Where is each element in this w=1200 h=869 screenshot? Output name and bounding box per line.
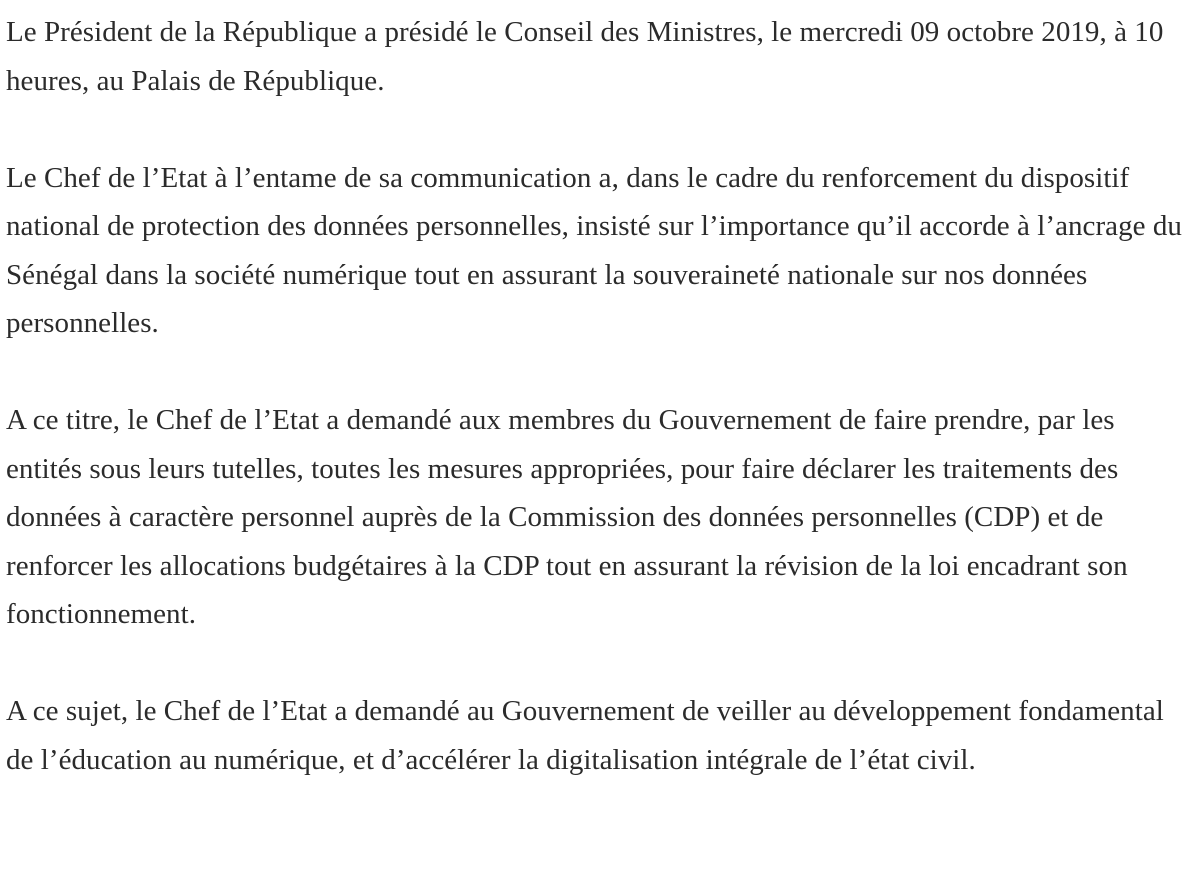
paragraph-council-meeting: Le Président de la République a présidé le Conseil des Ministres, le mercredi 09 octobre 2019, à 10 heures, au Palais de République. bbox=[6, 16, 1164, 97]
paragraph-cdp-measures: A ce titre, le Chef de l’Etat a demandé aux membres du Gouvernement de faire prendre, par les entités sous leurs tutelles, toutes les mesures appropriées, pour faire déclarer les traitements des données à caractère personnel auprès de la Commission des données personnelles (CDP) et de renforcer les allocations budgétaires à la CDP tout en assurant la révision de la loi encadrant son fonctionnement. bbox=[6, 404, 1128, 630]
paragraph-data-protection: Le Chef de l’Etat à l’entame de sa communication a, dans le cadre du renforcement du dispositif national de protection des données personnelles, insisté sur l’importance qu’il accorde à l’ancrage du Sénégal dans la société numérique tout en assurant la souveraineté nationale sur nos données personnelles. bbox=[6, 161, 1182, 339]
paragraph-digital-education: A ce sujet, le Chef de l’Etat a demandé au Gouvernement de veiller au développement fondamental de l’éducation au numérique, et d’accélérer la digitalisation intégrale de l’état civil. bbox=[6, 695, 1164, 776]
article-body bbox=[6, 8, 1196, 784]
